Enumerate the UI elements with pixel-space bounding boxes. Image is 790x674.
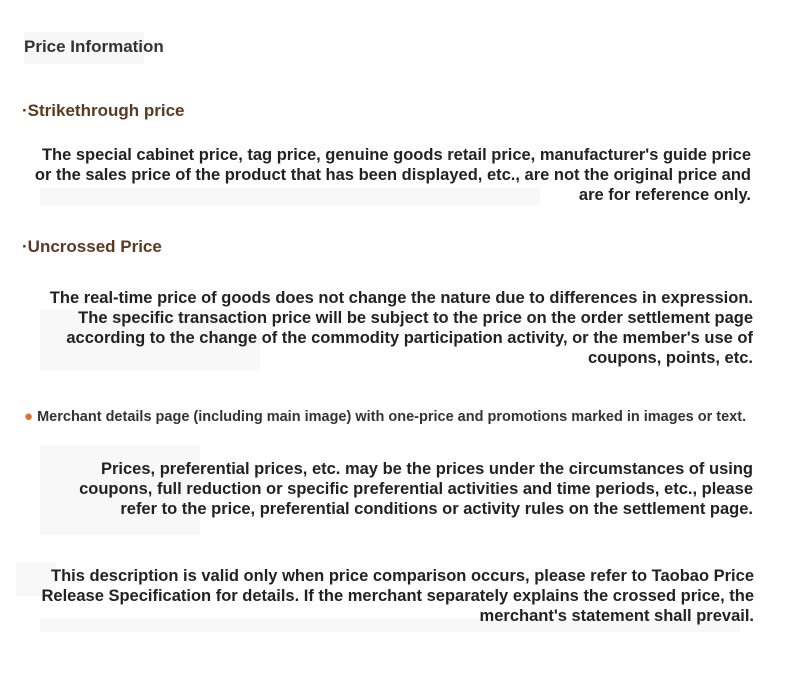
text-line: Prices, preferential prices, etc. may be the prices under the circumstances of using xyxy=(101,460,753,478)
text-line: are for reference only. xyxy=(578,186,751,204)
section-heading-uncrossed xyxy=(22,237,162,257)
section-heading-text: Uncrossed Price xyxy=(27,237,162,256)
text-line: coupons, full reduction or specific preferential activities and time periods, etc., please xyxy=(79,480,753,498)
section-heading-merchant xyxy=(24,408,764,425)
bullet-dot: · xyxy=(22,101,28,120)
text-line: Release Specification for details. If the merchant separately explains the crossed price, the xyxy=(41,587,754,605)
text-line: coupons, points, etc. xyxy=(587,349,753,367)
orange-bullet-icon: ● xyxy=(24,408,34,425)
text-line: refer to the price, preferential conditions or activity rules on the settlement page. xyxy=(120,500,753,518)
text-line: This description is valid only when price comparison occurs, please refer to Taobao Price xyxy=(51,567,754,585)
text-line: The specific transaction price will be subject to the price on the order settlement page xyxy=(78,309,753,327)
section-heading-text: Merchant details page (including main image) with one-price and promotions marked in images or text. xyxy=(37,409,747,425)
text-line: The special cabinet price, tag price, genuine goods retail price, manufacturer's guide price xyxy=(41,146,751,164)
strikethrough-description xyxy=(30,145,751,205)
text-line: The real-time price of goods does not change the nature due to differences in expression. xyxy=(49,289,753,307)
section-heading-text: Strikethrough price xyxy=(27,101,185,120)
uncrossed-description xyxy=(30,288,753,368)
text-line: or the sales price of the product that has been displayed, etc., are not the original price and xyxy=(34,166,751,184)
text-line: merchant's statement shall prevail. xyxy=(479,607,754,625)
merchant-description xyxy=(30,459,753,519)
bullet-dot: · xyxy=(22,237,28,256)
page-title: Price Information xyxy=(24,32,144,64)
disclaimer-description xyxy=(24,566,754,626)
text-line: according to the change of the commodity participation activity, or the member's use of xyxy=(66,329,753,347)
section-heading-strikethrough xyxy=(22,101,184,121)
